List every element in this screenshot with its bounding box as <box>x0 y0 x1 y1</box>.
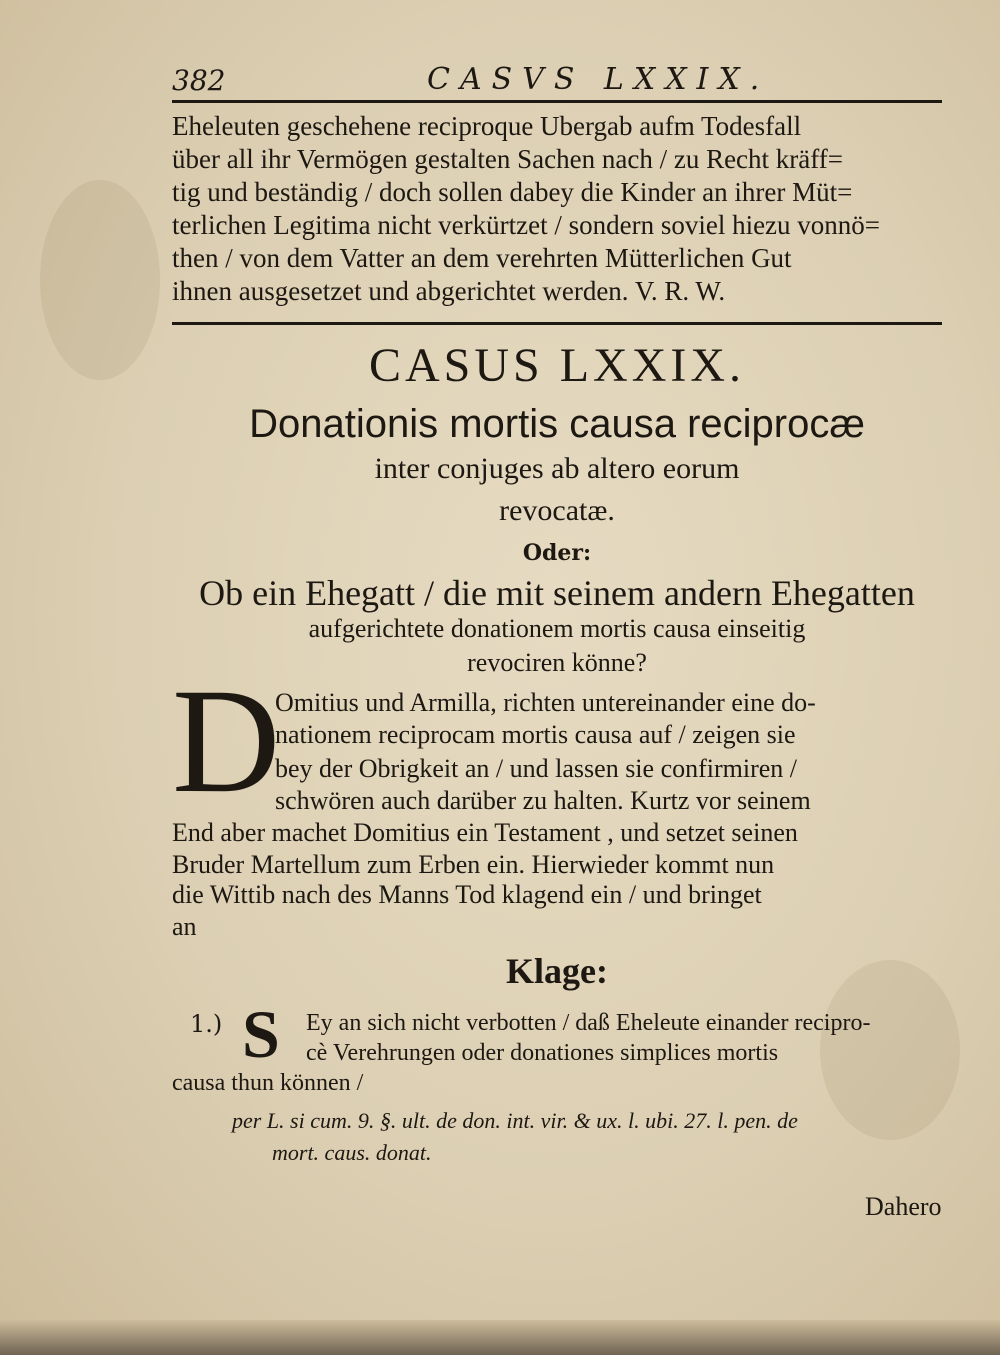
citation-line: mort. caus. donat. <box>272 1140 432 1165</box>
body-line: nationem reciprocam mortis causa auf / zeigen sie <box>275 720 796 749</box>
body-line: die Wittib nach des Manns Tod klagend ein / und bringet <box>172 880 762 909</box>
text-line: terlichen Legitima nicht verkürtzet / sondern soviel hiezu vonnö= <box>172 210 881 240</box>
item-number: 1.) <box>190 1010 223 1038</box>
previous-case-ending <box>172 110 942 308</box>
header-rule <box>172 100 942 103</box>
body-line: bey der Obrigkeit an / und lassen sie confirmiren / <box>275 754 798 783</box>
german-title: Ob ein Ehegatt / die mit seinem andern Ehegatten <box>199 573 915 613</box>
body-line: End aber machet Domitius ein Testament , und setzet seinen <box>172 818 798 847</box>
latin-subtitle-line: revocatæ. <box>499 494 615 527</box>
text-line: tig und beständig / doch sollen dabey die Kinder an ihrer Müt= <box>172 177 853 207</box>
body-line: Omitius und Armilla, richten untereinander eine do- <box>275 688 816 717</box>
latin-subtitle-line: inter conjuges ab altero eorum <box>374 452 740 485</box>
paper-stain <box>40 180 160 380</box>
section-rule <box>172 322 942 325</box>
drop-capital: D <box>172 658 281 824</box>
page-number: 382 <box>172 64 226 97</box>
german-subtitle-line: revociren könne? <box>467 648 647 677</box>
body-line: cè Verehrungen oder donationes simplices mortis <box>306 1040 779 1066</box>
body-line: causa thun können / <box>172 1070 364 1096</box>
page-edge-shadow <box>0 1320 1000 1355</box>
text-line: then / von dem Vatter an dem verehrten Mütterlichen Gut <box>172 243 792 273</box>
klage-heading: Klage: <box>506 951 608 991</box>
running-head: CASVS LXXIX. <box>427 62 770 97</box>
page-header <box>172 62 942 102</box>
citation-line: per L. si cum. 9. §. ult. de don. int. vir. & ux. l. ubi. 27. l. pen. de <box>232 1108 798 1133</box>
text-line: Eheleuten geschehene reciproque Ubergab aufm Todesfall <box>172 111 802 141</box>
body-line: Ey an sich nicht verbotten / daß Eheleute einander recipro- <box>306 1010 871 1036</box>
german-subtitle-line: aufgerichtete donationem mortis causa einseitig <box>308 614 806 643</box>
text-line: über all ihr Vermögen gestalten Sachen nach / zu Recht kräff= <box>172 144 843 174</box>
case-subtitle: Donationis mortis causa reciprocæ <box>249 402 865 446</box>
body-line: schwören auch darüber zu halten. Kurtz vor seinem <box>275 786 811 815</box>
drop-capital: S <box>242 996 280 1072</box>
body-line: Bruder Martellum zum Erben ein. Hierwieder kommt nun <box>172 850 775 879</box>
body-line: an <box>172 912 197 941</box>
oder-label: Oder: <box>522 540 592 566</box>
text-line: ihnen ausgesetzet und abgerichtet werden. V. R. W. <box>172 276 726 306</box>
case-title: CASUS LXXIX. <box>368 339 746 392</box>
catchword: Dahero <box>865 1192 942 1221</box>
